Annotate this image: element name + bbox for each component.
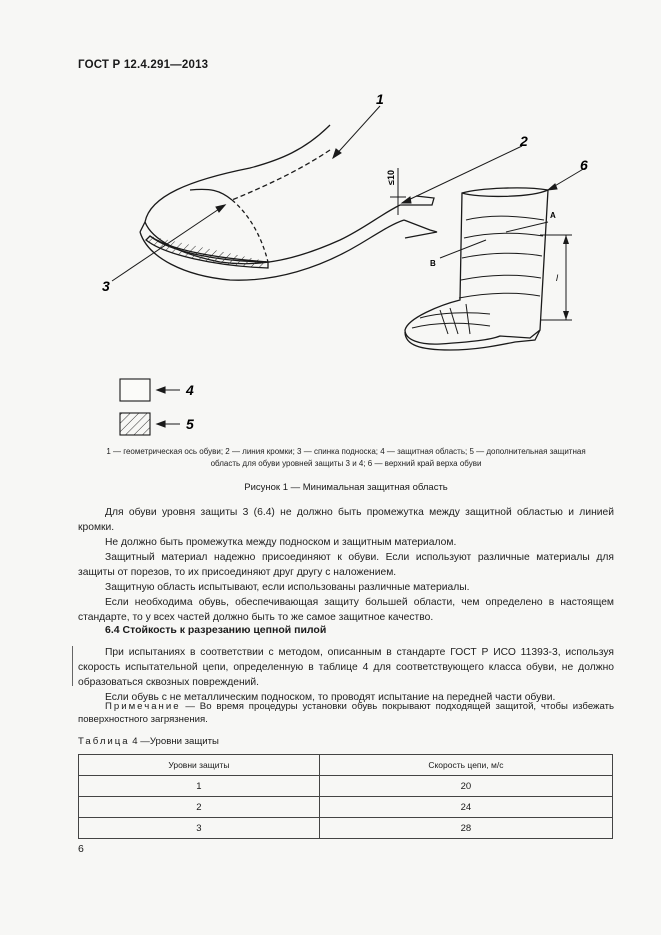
paragraph: Если обувь с не металлическим подноском, то проводят испытание на передней части обуви. xyxy=(105,692,556,703)
boot-drawing xyxy=(405,188,572,350)
table-cell: 24 xyxy=(319,797,612,818)
legend-box-additional-area xyxy=(120,413,150,435)
legend-5-label: 5 xyxy=(186,416,194,432)
legend-box-protective-area xyxy=(120,379,150,401)
paragraph: Если необходима обувь, обеспечивающая защиту большей области, чем определено в настоящем стандарте, то у всех частей должно быть то же самое защитное качество. xyxy=(78,597,614,623)
paragraph: Защитный материал надежно присоединяют к обуви. Если используют различные материалы для защиты от порезов, то их присоединяют друг другу с наложением. xyxy=(78,552,614,578)
table-header-cell: Скорость цепи, м/с xyxy=(319,755,612,776)
paragraph: Защитную область испытывают, если использованы различные материалы. xyxy=(105,582,470,593)
table-cell: 2 xyxy=(79,797,320,818)
protective-area-figure xyxy=(0,80,661,450)
point-b-label: B xyxy=(430,259,436,268)
figure-title: Рисунок 1 — Минимальная защитная область xyxy=(244,482,448,493)
callout-6-label: 6 xyxy=(580,157,588,173)
section-title: 6.4 Стойкость к разрезанию цепной пилой xyxy=(105,624,327,636)
table-row xyxy=(79,776,613,797)
paragraph: Не должно быть промежутка между подноском и защитным материалом. xyxy=(105,537,457,548)
note-text: — Во время процедуры установки обувь покрывают подходящей защитой, чтобы избежать поверхностного загрязнения. xyxy=(78,701,614,725)
dimension-label: ≤10 xyxy=(386,170,396,185)
table-row xyxy=(79,797,613,818)
paragraph: Для обуви уровня защиты 3 (6.4) не должно быть промежутка между защитной областью и линией кромки. xyxy=(78,507,614,533)
table-cell: 1 xyxy=(79,776,320,797)
table-label: Таблица xyxy=(78,736,130,747)
legend-4-label: 4 xyxy=(186,382,194,398)
callout-2-label: 2 xyxy=(520,133,528,149)
table-cell: 3 xyxy=(79,818,320,839)
table-title xyxy=(78,736,219,747)
table-caption: 4 —Уровни защиты xyxy=(129,736,219,747)
toe-cap-drawing xyxy=(140,125,437,280)
table-cell: 28 xyxy=(319,818,612,839)
change-bar xyxy=(72,646,73,686)
body-paragraphs xyxy=(78,505,614,625)
protection-levels-table xyxy=(78,754,613,839)
page-number: 6 xyxy=(78,843,84,855)
paragraph: При испытаниях в соответствии с методом, описанным в стандарте ГОСТ Р ИСО 11393-3, используя скорость испытательной цепи, определенную в таблице 4 для соответствующего класса обуви, не должно образоваться сквозных повреждений. xyxy=(78,647,614,688)
figure-legend-line-2: область для обуви уровней защиты 3 и 4; 6 — верхний край верха обуви xyxy=(210,459,482,468)
figure-legend xyxy=(78,446,614,470)
point-a-label: A xyxy=(550,211,556,220)
height-label: l xyxy=(556,273,558,283)
note-label: Примечание xyxy=(105,701,181,712)
table-header-cell: Уровни защиты xyxy=(79,755,320,776)
callout-1-label: 1 xyxy=(376,91,384,107)
note xyxy=(78,700,614,726)
legend-boxes xyxy=(120,379,180,435)
figure-legend-line-1: 1 — геометрическая ось обуви; 2 — линия кромки; 3 — спинка подноска; 4 — защитная область; 5 — дополнительная защитная xyxy=(106,447,586,456)
document-header: ГОСТ Р 12.4.291—2013 xyxy=(78,59,209,71)
callout-3-label: 3 xyxy=(102,278,110,294)
table-header-row xyxy=(79,755,613,776)
table-row xyxy=(79,818,613,839)
table-cell: 20 xyxy=(319,776,612,797)
section-paragraphs xyxy=(78,645,614,705)
